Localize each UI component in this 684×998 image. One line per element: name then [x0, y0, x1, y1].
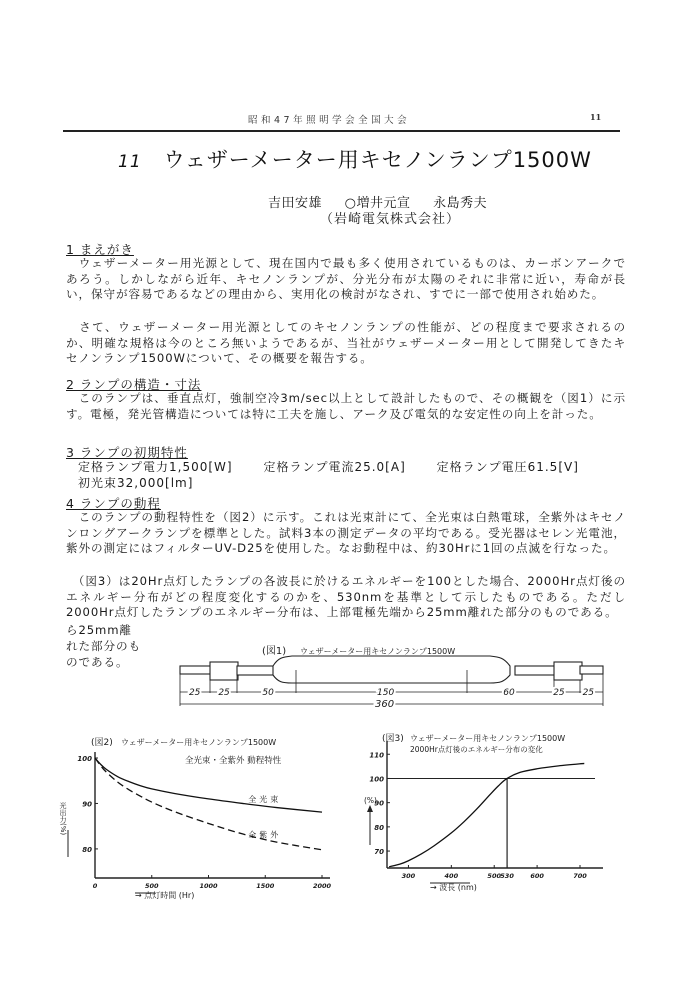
- dimension-label: 25: [218, 688, 230, 698]
- author: 吉田安雄: [268, 196, 323, 211]
- y-tick-label: 70: [374, 848, 384, 857]
- paragraph: （図3）は20Hr点灯したランプの各波長に於けるエネルギーを100とした場合、2000Hr点灯後のエネルギー分布がどの程度変化するのかを、530nmを基準として示したものである。ただし2000Hr点灯したランプのエネルギー分布は、上部電極先端から25mm離れた部分のものである。: [66, 574, 626, 620]
- y-tick-label: 100: [369, 775, 384, 784]
- figure3-subtitle: 2000Hr点灯後のエネルギー分布の変化: [410, 745, 543, 754]
- paragraph: さて、ウェザーメーター用光源としてのキセノンランプの性能が、どの程度まで要求されるのか、明確な規格は今のところ無いようであるが、当社がウェザーメーター用として開発してきたキセノンランプ1500Wについて、その概要を報告する。: [66, 320, 626, 366]
- y-tick-label: 90: [374, 799, 384, 808]
- lamp-right-lead: [580, 666, 603, 674]
- figure3-caption: (図3): [382, 734, 404, 744]
- spec-rated-current: 定格ランプ電流25.0[A]: [263, 460, 406, 474]
- lamp-body: [180, 656, 603, 683]
- series-label: 全光束: [248, 795, 282, 805]
- dimension-label: 25: [553, 688, 565, 698]
- figure3-ylabel-arrowhead: [367, 805, 373, 812]
- x-tick-label: 300: [401, 872, 416, 880]
- series-label: 全紫外: [248, 830, 282, 840]
- x-tick-label: 700: [573, 872, 587, 880]
- dimension-label: 25: [188, 688, 201, 698]
- total-length-label: 360: [375, 699, 395, 710]
- paper-title: [118, 144, 592, 174]
- lamp-arc-tube: [273, 656, 510, 683]
- dimension-label: 60: [503, 688, 515, 698]
- spec-rated-voltage: 定格ランプ電圧61.5[V]: [436, 460, 579, 474]
- y-tick-label: 80: [82, 845, 92, 854]
- paragraph-tail: [66, 622, 158, 670]
- figure3-plot-area: [369, 741, 603, 880]
- header-rule: [63, 130, 620, 132]
- figure2-subtitle: 全光束・全紫外 動程特性: [185, 756, 282, 766]
- paper-number: 11: [118, 152, 142, 172]
- figure2-chart: [55, 730, 350, 900]
- paragraph: このランプの動程特性を（図2）に示す。これは光束計にて、全光束は白熱電球，全紫外はキセノンロングアークランプを標準とした。試料3本の測定データの平均である。受光器はセレン光電池，紫外の測定にはフィルターUV-D25を使用した。なお動程中は、約30Hrに1回の点滅を行なった。: [66, 510, 626, 556]
- x-tick-label: 530: [500, 872, 514, 880]
- figure2-caption: (図2): [91, 738, 113, 748]
- x-tick-label: 1000: [199, 882, 218, 890]
- figure3-chart: [350, 725, 635, 905]
- y-tick-label: 100: [77, 755, 92, 763]
- x-tick-label: 500: [487, 872, 502, 880]
- figure2-title: ウェザーメーター用キセノンランプ1500W: [121, 738, 277, 747]
- figure3-xlabel: → 波長 (nm): [430, 883, 477, 892]
- dimension-row: [180, 688, 603, 698]
- spec-initial-lumens: 初光束32,000[lm]: [78, 476, 194, 490]
- y-tick-label: 80: [374, 823, 384, 832]
- page-number: 11: [590, 112, 602, 122]
- x-tick-label: 500: [144, 882, 159, 890]
- series-line-total-flux: [95, 758, 322, 812]
- lamp-right-base: [554, 662, 582, 680]
- spec-list: [78, 459, 605, 491]
- conference-header: 昭和47年照明学会全国大会: [248, 115, 411, 126]
- figure1-lamp-drawing: [170, 640, 610, 720]
- text-line: のである。: [66, 655, 129, 669]
- lamp-left-base: [210, 662, 238, 680]
- dimension-label: 50: [262, 688, 274, 698]
- dimension-label: 150: [377, 688, 395, 698]
- text-line: ら25mm離: [66, 623, 132, 637]
- affiliation: （岩崎電気株式会社）: [320, 212, 461, 227]
- x-tick-label: 0: [92, 882, 98, 890]
- text-line: れた部分のも: [66, 639, 141, 653]
- dimension-label: 25: [582, 688, 595, 698]
- section-heading: 1 まえがき: [66, 242, 134, 257]
- figure2-xlabel: → 点灯時間 (Hr): [135, 891, 195, 900]
- spec-rated-power: 定格ランプ電力1,500[W]: [78, 460, 233, 474]
- x-tick-label: 2000: [312, 882, 332, 890]
- lamp-left-lead: [180, 666, 212, 674]
- author: 永島秀夫: [433, 196, 488, 211]
- author: ○増井元宣: [344, 196, 411, 211]
- total-dimension: [180, 699, 603, 710]
- x-tick-label: 400: [444, 872, 459, 880]
- figure1-caption: (図1): [262, 646, 287, 657]
- y-tick-label: 110: [369, 751, 384, 760]
- paragraph: このランプは、垂直点灯，強制空冷3m/sec以上として設計したもので、その概観を（図1）に示す。電極，発光管構造については特に工夫を施し、アーク及び電気的な安定性の向上を計った。: [66, 391, 626, 421]
- x-tick-label: 1500: [256, 882, 275, 890]
- figure3-title: ウェザーメーター用キセノンランプ1500W: [410, 734, 566, 743]
- figure3-ylabel: (%): [364, 796, 377, 805]
- series-line-total-uv: [95, 758, 322, 850]
- x-tick-label: 600: [530, 872, 544, 880]
- paper-title-text: ウェザーメーター用キセノンランプ1500W: [163, 148, 592, 172]
- section-heading: 2 ランプの構造・寸法: [66, 377, 202, 392]
- paragraph: ウェザーメーター用光源として、現在国内で最も多く使用されているものは、カーボンアークであろう。しかしながら近年、キセノンランプが、分光分布が太陽のそれに非常に近い，寿命が長い，保守が容易であるなどの理由から、実用化の検討がなされ、すでに一部で使用され始めた。: [66, 256, 626, 302]
- figure2-ylabel: 光出力(%): [59, 802, 67, 836]
- section-heading: 4 ランプの動程: [66, 496, 161, 511]
- y-tick-label: 90: [82, 800, 92, 809]
- figure2-plot-area: [77, 752, 331, 890]
- section-heading: 3 ランプの初期特性: [66, 445, 188, 460]
- figure1-title: ウェザーメーター用キセノンランプ1500W: [300, 647, 456, 656]
